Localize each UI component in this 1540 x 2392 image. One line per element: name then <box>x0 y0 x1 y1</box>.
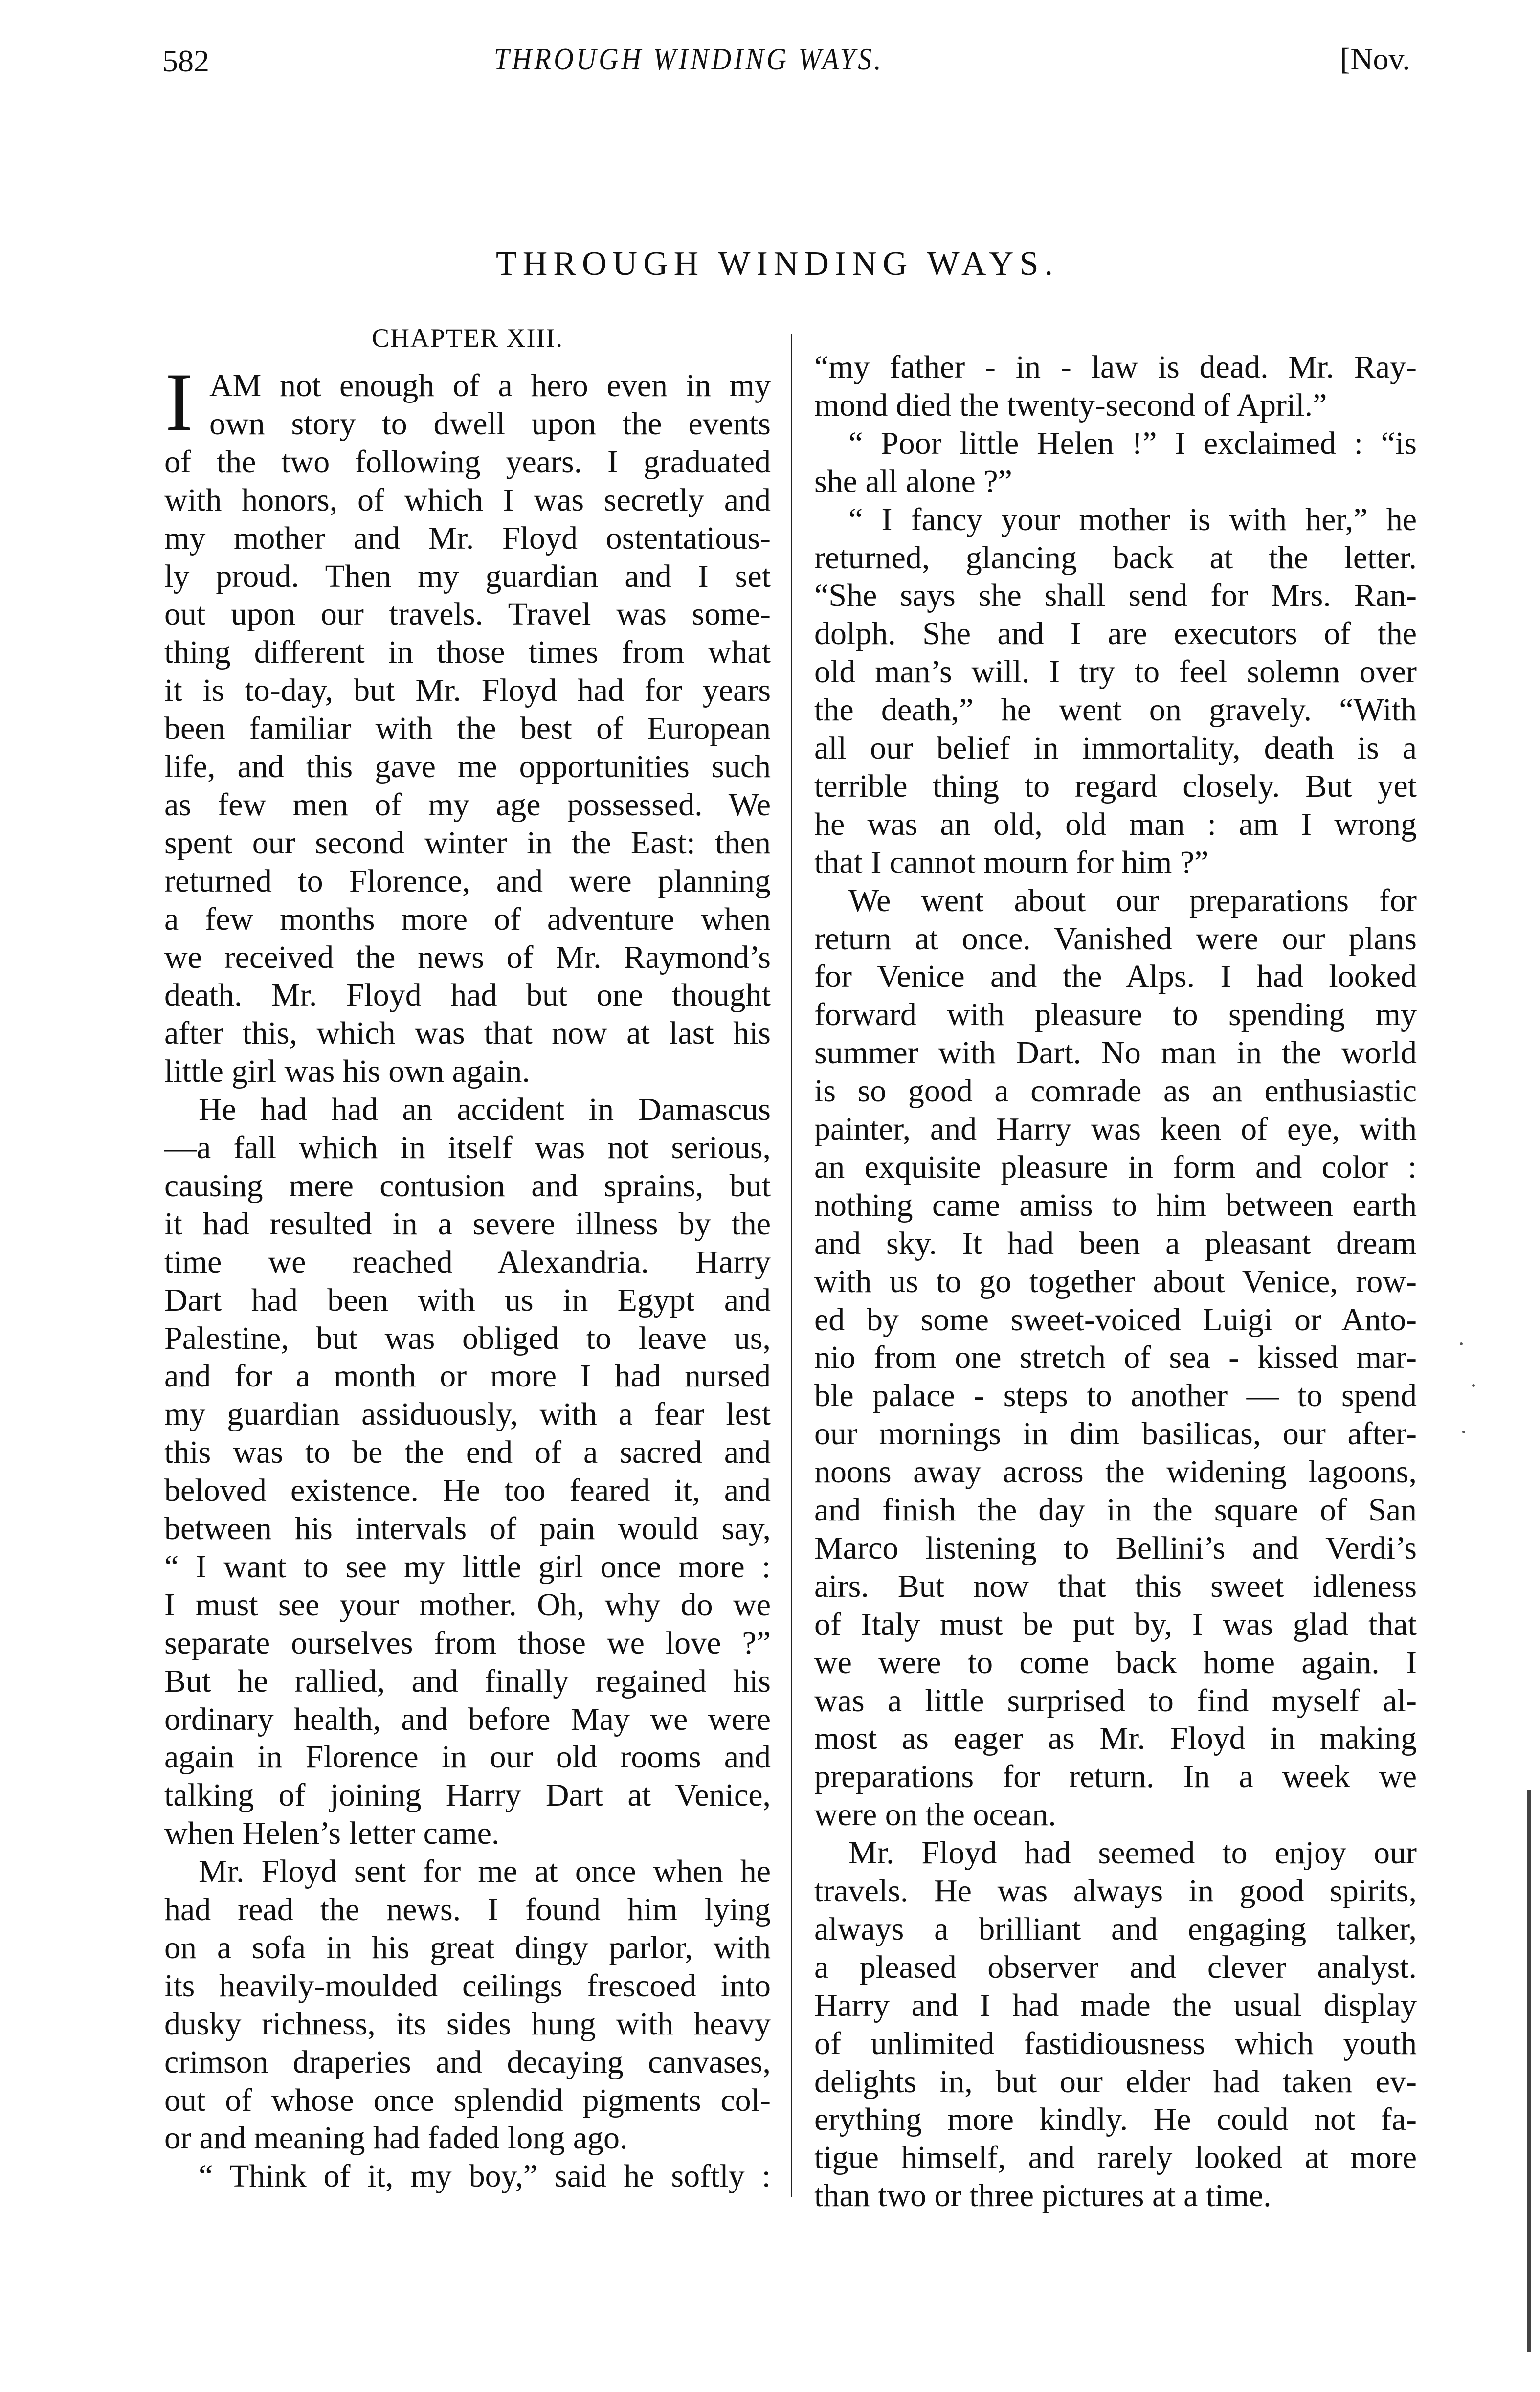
column-divider <box>791 334 792 2197</box>
text-line: is so good a comrade as an enthusiastic <box>814 1073 1417 1109</box>
text-line: its heavily-moulded ceilings frescoed into <box>164 1967 771 2004</box>
text-line: little girl was his own again. <box>164 1053 530 1090</box>
text-line: terrible thing to regard closely. But yet <box>814 768 1417 804</box>
text-line: own story to dwell upon the events <box>209 405 771 442</box>
text-line: nothing came amiss to him between earth <box>814 1187 1417 1223</box>
text-line: travels. He was always in good spirits, <box>814 1873 1417 1909</box>
text-line: again in Florence in our old rooms and <box>164 1739 771 1775</box>
text-line: But he rallied, and finally regained his <box>164 1663 771 1699</box>
ink-speck <box>1472 1384 1475 1387</box>
text-line: death. Mr. Floyd had but one thought <box>164 977 771 1013</box>
text-line: We went about our preparations for <box>848 882 1417 918</box>
text-line: “ I fancy your mother is with her,” he <box>848 501 1417 537</box>
text-line: AM not enough of a hero even in my <box>209 368 771 403</box>
text-line: airs. But now that this sweet idleness <box>814 1568 1417 1604</box>
text-line: been familiar with the best of European <box>164 711 771 747</box>
text-line: returned to Florence, and were planning <box>164 863 771 899</box>
text-line: erything more kindly. He could not fa- <box>814 2101 1417 2138</box>
scan-edge-shadow <box>1527 1790 1531 2352</box>
text-line: it had resulted in a severe illness by the <box>164 1206 771 1242</box>
text-line: and finish the day in the square of San <box>814 1492 1417 1528</box>
text-line: life, and this gave me opportunities such <box>164 749 771 784</box>
text-line: dolph. She and I are executors of the <box>814 616 1417 652</box>
text-line: or and meaning had faded long ago. <box>164 2120 628 2156</box>
text-line: Marco listening to Bellini’s and Verdi’s <box>814 1530 1417 1566</box>
text-line: my mother and Mr. Floyd ostentatious- <box>164 520 771 556</box>
text-line: —a fall which in itself was not serious, <box>164 1130 771 1165</box>
text-line: after this, which was that now at last his <box>164 1015 771 1051</box>
text-line: forward with pleasure to spending my <box>814 997 1417 1033</box>
text-line: time we reached Alexandria. Harry <box>164 1244 771 1280</box>
text-line: that I cannot mourn for him ?” <box>814 844 1209 880</box>
text-line: nio from one stretch of sea - kissed mar- <box>814 1340 1417 1376</box>
text-line: mond died the twenty-second of April.” <box>814 387 1327 423</box>
text-line: a few months more of adventure when <box>164 901 771 937</box>
text-line: on a sofa in his great dingy parlor, with <box>164 1929 771 1966</box>
text-line: “ I want to see my little girl once more : <box>164 1548 771 1585</box>
text-line: with us to go together about Venice, row- <box>814 1263 1417 1299</box>
text-line: than two or three pictures at a time. <box>814 2178 1272 2214</box>
text-line: and for a month or more I had nursed <box>164 1358 771 1394</box>
text-line: I must see your mother. Oh, why do we <box>164 1587 771 1623</box>
text-line: out of whose once splendid pigments col- <box>164 2082 771 2118</box>
chapter-heading: CHAPTER XIII. <box>372 323 563 353</box>
text-line: thing different in those times from what <box>164 634 771 671</box>
text-line: Mr. Floyd sent for me at once when he <box>199 1854 771 1890</box>
text-line: between his intervals of pain would say, <box>164 1511 771 1546</box>
text-line: “ Poor little Helen !” I exclaimed : “is <box>848 425 1417 461</box>
text-line: causing mere contusion and sprains, but <box>164 1167 771 1204</box>
text-line: “ Think of it, my boy,” said he softly : <box>199 2158 771 2194</box>
text-line: we were to come back home again. I <box>814 1644 1417 1680</box>
text-line: return at once. Vanished were our plans <box>814 920 1417 957</box>
text-line: “my father - in - law is dead. Mr. Ray- <box>814 349 1417 385</box>
text-line: were on the ocean. <box>814 1797 1056 1833</box>
text-line: separate ourselves from those we love ?” <box>164 1625 771 1661</box>
text-line: he was an old, old man : am I wrong <box>814 806 1417 842</box>
text-line: Dart had been with us in Egypt and <box>164 1282 771 1318</box>
text-line: delights in, but our elder had taken ev- <box>814 2063 1417 2100</box>
text-line: “She says she shall send for Mrs. Ran- <box>814 578 1417 614</box>
text-line: spent our second winter in the East: then <box>164 825 771 861</box>
text-line: was a little surprised to find myself al- <box>814 1682 1417 1719</box>
text-line: and sky. It had been a pleasant dream <box>814 1225 1417 1261</box>
text-line: preparations for return. In a week we <box>814 1759 1417 1795</box>
text-line: crimson draperies and decaying canvases, <box>164 2044 771 2080</box>
ink-speck <box>1462 1431 1465 1433</box>
text-line: ble palace - steps to another — to spend <box>814 1378 1417 1414</box>
text-line: summer with Dart. No man in the world <box>814 1035 1417 1071</box>
text-line: as few men of my age possessed. We <box>164 786 771 823</box>
issue-month: [Nov. <box>1340 42 1410 76</box>
text-line: for Venice and the Alps. I had looked <box>814 959 1417 995</box>
text-line: had read the news. I found him lying <box>164 1892 771 1927</box>
text-line: it is to-day, but Mr. Floyd had for years <box>164 672 771 709</box>
text-line: always a brilliant and engaging talker, <box>814 1911 1417 1947</box>
text-line: with honors, of which I was secretly and <box>164 482 771 518</box>
text-line: of unlimited fastidiousness which youth <box>814 2025 1417 2061</box>
text-line: all our belief in immortality, death is a <box>814 730 1417 766</box>
text-line: the death,” he went on gravely. “With <box>814 692 1417 728</box>
text-line: returned, glancing back at the letter. <box>814 539 1417 576</box>
text-line: beloved existence. He too feared it, and <box>164 1473 771 1509</box>
text-line: He had had an accident in Damascus <box>199 1092 771 1128</box>
text-line: old man’s will. I try to feel solemn over <box>814 654 1417 690</box>
text-line: tigue himself, and rarely looked at more <box>814 2140 1417 2176</box>
text-line: ed by some sweet-voiced Luigi or Anto- <box>814 1301 1417 1338</box>
text-line: dusky richness, its sides hung with heavy <box>164 2006 771 2042</box>
text-line: talking of joining Harry Dart at Venice, <box>164 1777 771 1813</box>
drop-cap: I <box>165 356 193 448</box>
article-title: THROUGH WINDING WAYS. <box>496 245 1059 283</box>
running-header <box>0 39 1540 83</box>
text-line: an exquisite pleasure in form and color : <box>814 1149 1417 1185</box>
text-line: when Helen’s letter came. <box>164 1815 500 1852</box>
text-line: ly proud. Then my guardian and I set <box>164 558 771 594</box>
text-line: noons away across the widening lagoons, <box>814 1454 1417 1490</box>
text-line: ordinary health, and before May we were <box>164 1701 771 1737</box>
text-line: we received the news of Mr. Raymond’s <box>164 939 771 975</box>
text-line: of Italy must be put by, I was glad that <box>814 1606 1417 1642</box>
text-line: Harry and I had made the usual display <box>814 1987 1417 2023</box>
text-line: this was to be the end of a sacred and <box>164 1434 771 1471</box>
text-line: a pleased observer and clever analyst. <box>814 1949 1417 1985</box>
text-line: my guardian assiduously, with a fear lest <box>164 1396 771 1432</box>
text-line: Mr. Floyd had seemed to enjoy our <box>848 1835 1417 1871</box>
text-line: painter, and Harry was keen of eye, with <box>814 1111 1417 1147</box>
text-line: out upon our travels. Travel was some- <box>164 596 771 632</box>
text-line: Palestine, but was obliged to leave us, <box>164 1320 771 1356</box>
ink-speck <box>1460 1342 1463 1345</box>
text-line: she all alone ?” <box>814 463 1012 499</box>
text-line: our mornings in dim basilicas, our after- <box>814 1416 1417 1452</box>
page-number: 582 <box>162 44 209 78</box>
running-title: THROUGH WINDING WAYS. <box>494 42 884 76</box>
text-line: of the two following years. I graduated <box>164 444 771 480</box>
text-line: most as eager as Mr. Floyd in making <box>814 1721 1417 1757</box>
